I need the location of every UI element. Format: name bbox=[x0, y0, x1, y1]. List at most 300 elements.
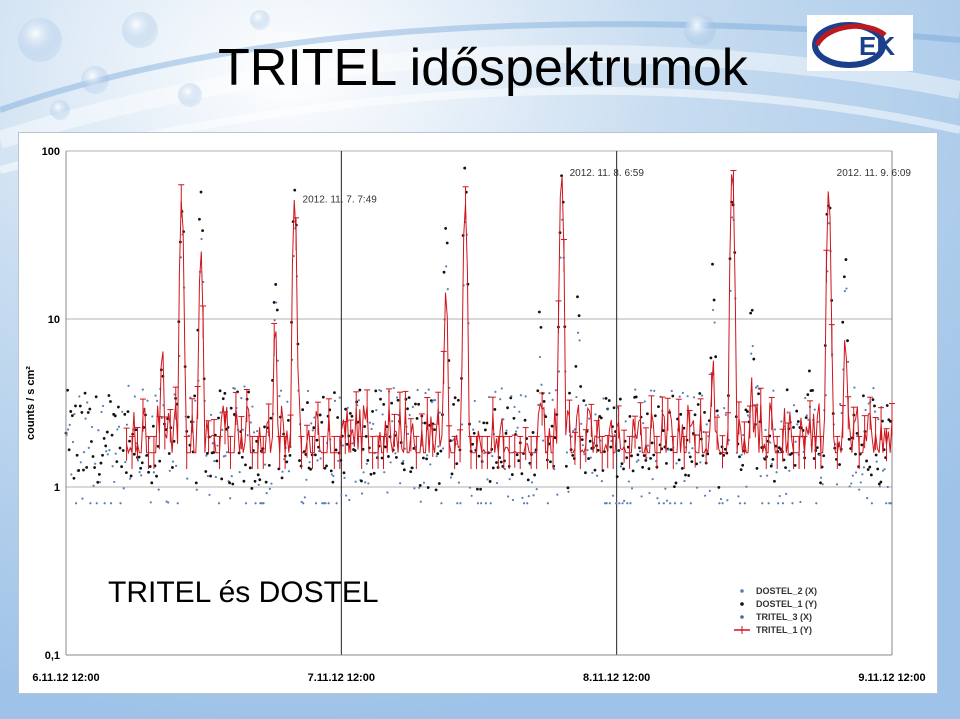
dostel-1-point bbox=[122, 449, 125, 452]
dostel-2-point bbox=[358, 399, 360, 401]
dostel-1-point bbox=[632, 469, 635, 472]
dostel-2-point bbox=[615, 502, 617, 504]
dostel-1-point bbox=[222, 397, 225, 400]
dostel-2-point bbox=[884, 468, 886, 470]
dostel-1-point bbox=[171, 466, 174, 469]
dostel-2-point bbox=[208, 494, 210, 496]
dostel-2-point bbox=[364, 481, 366, 483]
dostel-2-point bbox=[461, 423, 463, 425]
dostel-1-point bbox=[446, 242, 449, 245]
dostel-2-point bbox=[791, 502, 793, 504]
x-tick-label: 6.11.12 12:00 bbox=[32, 672, 100, 684]
dostel-2-point bbox=[531, 481, 533, 483]
dostel-2-point bbox=[102, 405, 104, 407]
dostel-2-point bbox=[94, 463, 96, 465]
dostel-1-point bbox=[195, 481, 198, 484]
dostel-1-point bbox=[322, 396, 325, 399]
dostel-1-point bbox=[868, 466, 871, 469]
dostel-2-point bbox=[567, 491, 569, 493]
dostel-2-point bbox=[512, 499, 514, 501]
dostel-1-point bbox=[492, 467, 495, 470]
dostel-1-point bbox=[457, 399, 460, 402]
dostel-1-point bbox=[816, 446, 819, 449]
dostel-1-point bbox=[66, 389, 69, 392]
dostel-2-point bbox=[552, 399, 554, 401]
dostel-1-point bbox=[198, 218, 201, 221]
dostel-1-point bbox=[738, 455, 741, 458]
dostel-1-point bbox=[373, 472, 376, 475]
dostel-2-point bbox=[335, 502, 337, 504]
dostel-2-point bbox=[396, 396, 398, 398]
dostel-2-point bbox=[274, 319, 276, 321]
dostel-2-point bbox=[486, 478, 488, 480]
dostel-1-point bbox=[538, 311, 541, 314]
dostel-2-point bbox=[75, 502, 77, 504]
dostel-2-point bbox=[845, 287, 847, 289]
dostel-1-point bbox=[130, 475, 133, 478]
dostel-2-point bbox=[113, 481, 115, 483]
dostel-2-point bbox=[720, 498, 722, 500]
dostel-2-point bbox=[572, 430, 574, 432]
dostel-1-point bbox=[363, 425, 366, 428]
dostel-2-point bbox=[216, 445, 218, 447]
dostel-2-point bbox=[768, 502, 770, 504]
dostel-2-point bbox=[513, 406, 515, 408]
dostel-2-point bbox=[579, 339, 581, 341]
dostel-2-point bbox=[264, 464, 266, 466]
dostel-2-point bbox=[150, 501, 152, 503]
dostel-1-point bbox=[876, 468, 879, 471]
dostel-1-point bbox=[865, 460, 868, 463]
dostel-1-point bbox=[841, 321, 844, 324]
dostel-2-point bbox=[548, 392, 550, 394]
dostel-1-point bbox=[684, 474, 687, 477]
dostel-2-point bbox=[683, 480, 685, 482]
dostel-2-point bbox=[194, 400, 196, 402]
dostel-2-point bbox=[795, 441, 797, 443]
dostel-2-point bbox=[679, 396, 681, 398]
dostel-2-point bbox=[491, 455, 493, 457]
dostel-1-point bbox=[401, 462, 404, 465]
dostel-1-point bbox=[127, 410, 130, 413]
dostel-1-point bbox=[119, 447, 122, 450]
dostel-2-point bbox=[858, 489, 860, 491]
dostel-1-point bbox=[268, 464, 271, 467]
x-tick-label: 7.11.12 12:00 bbox=[307, 672, 375, 684]
dostel-1-point bbox=[139, 467, 142, 470]
dostel-2-point bbox=[709, 490, 711, 492]
dostel-2-point bbox=[717, 414, 719, 416]
dostel-2-point bbox=[407, 433, 409, 435]
dostel-2-point bbox=[251, 405, 253, 407]
dostel-1-point bbox=[484, 429, 487, 432]
dostel-2-point bbox=[766, 475, 768, 477]
dostel-1-point bbox=[791, 452, 794, 455]
dostel-1-point bbox=[395, 456, 398, 459]
dostel-1-point bbox=[250, 487, 253, 490]
dostel-2-point bbox=[761, 502, 763, 504]
legend-label: TRITEL_1 (Y) bbox=[756, 625, 813, 635]
legend-label: TRITEL_3 (X) bbox=[756, 612, 813, 622]
dostel-2-point bbox=[704, 495, 706, 497]
dostel-2-point bbox=[73, 413, 75, 415]
dostel-2-point bbox=[78, 395, 80, 397]
dostel-2-point bbox=[756, 385, 758, 387]
dostel-2-point bbox=[478, 421, 480, 423]
dostel-1-point bbox=[867, 468, 870, 471]
dostel-1-point bbox=[574, 365, 577, 368]
dostel-1-point bbox=[219, 389, 222, 392]
dostel-1-point bbox=[258, 478, 261, 481]
dostel-1-point bbox=[648, 467, 651, 470]
dostel-2-point bbox=[488, 396, 490, 398]
dostel-1-point bbox=[84, 392, 87, 395]
dostel-2-point bbox=[871, 502, 873, 504]
dostel-2-point bbox=[639, 450, 641, 452]
dostel-1-point bbox=[505, 432, 508, 435]
dostel-1-point bbox=[670, 448, 673, 451]
dostel-1-point bbox=[617, 449, 620, 452]
dostel-2-point bbox=[502, 418, 504, 420]
dostel-2-point bbox=[609, 502, 611, 504]
dostel-1-point bbox=[336, 416, 339, 419]
dostel-1-point bbox=[646, 412, 649, 415]
dostel-1-point bbox=[80, 411, 83, 414]
dostel-2-point bbox=[243, 385, 245, 387]
dostel-2-point bbox=[807, 419, 809, 421]
dostel-2-point bbox=[518, 411, 520, 413]
dostel-2-point bbox=[275, 301, 277, 303]
dostel-1-point bbox=[605, 397, 608, 400]
dostel-2-point bbox=[332, 475, 334, 477]
dostel-2-point bbox=[620, 465, 622, 467]
company-logo bbox=[807, 15, 913, 71]
dostel-2-point bbox=[739, 502, 741, 504]
dostel-1-point bbox=[811, 389, 814, 392]
legend bbox=[734, 586, 817, 635]
dostel-1-point bbox=[794, 464, 797, 467]
dostel-1-point bbox=[425, 457, 428, 460]
dostel-1-point bbox=[187, 416, 190, 419]
dostel-2-point bbox=[855, 471, 857, 473]
dostel-1-point bbox=[71, 414, 74, 417]
dostel-2-point bbox=[540, 384, 542, 386]
dostel-2-point bbox=[653, 390, 655, 392]
dostel-2-point bbox=[139, 471, 141, 473]
dostel-1-point bbox=[217, 417, 220, 420]
dostel-1-point bbox=[98, 473, 101, 476]
dostel-2-point bbox=[213, 460, 215, 462]
dostel-2-point bbox=[177, 502, 179, 504]
dostel-2-point bbox=[633, 436, 635, 438]
dostel-2-point bbox=[226, 451, 228, 453]
dostel-1-point bbox=[107, 394, 110, 397]
dostel-2-point bbox=[769, 441, 771, 443]
dostel-2-point bbox=[307, 390, 309, 392]
dostel-1-point bbox=[862, 394, 865, 397]
dostel-1-point bbox=[149, 465, 152, 468]
dostel-2-point bbox=[369, 422, 371, 424]
peak-annotation: 2012. 11. 7. 7:49 bbox=[302, 194, 377, 206]
dostel-2-point bbox=[442, 447, 444, 449]
dostel-1-point bbox=[602, 469, 605, 472]
dostel-2-point bbox=[151, 415, 153, 417]
dostel-2-point bbox=[83, 451, 85, 453]
y-axis-label: counts / s cm² bbox=[25, 366, 37, 440]
x-tick-label: 8.11.12 12:00 bbox=[583, 672, 651, 684]
dostel-1-point bbox=[886, 404, 889, 407]
dostel-1-point bbox=[333, 391, 336, 394]
dostel-2-point bbox=[822, 483, 824, 485]
dostel-2-point bbox=[361, 492, 363, 494]
dostel-1-point bbox=[717, 486, 720, 489]
dostel-2-point bbox=[85, 418, 87, 420]
dostel-1-point bbox=[244, 463, 247, 466]
dostel-1-point bbox=[68, 448, 71, 451]
dostel-1-point bbox=[486, 422, 489, 425]
dostel-1-point bbox=[125, 471, 128, 474]
dostel-1-point bbox=[576, 295, 579, 298]
dostel-1-point bbox=[819, 481, 822, 484]
dostel-2-point bbox=[623, 500, 625, 502]
dostel-2-point bbox=[97, 429, 99, 431]
dostel-2-point bbox=[366, 463, 368, 465]
dostel-2-point bbox=[324, 502, 326, 504]
dostel-1-point bbox=[276, 309, 279, 312]
dostel-2-point bbox=[815, 502, 817, 504]
dostel-2-point bbox=[731, 216, 733, 218]
dostel-2-point bbox=[212, 442, 214, 444]
dostel-2-point bbox=[517, 427, 519, 429]
legend-symbol bbox=[740, 602, 744, 606]
dostel-2-point bbox=[308, 461, 310, 463]
dostel-2-point bbox=[207, 475, 209, 477]
dostel-2-point bbox=[667, 449, 669, 451]
dostel-1-point bbox=[374, 390, 377, 393]
dostel-2-point bbox=[229, 497, 231, 499]
dostel-1-point bbox=[354, 449, 357, 452]
dostel-1-point bbox=[613, 406, 616, 409]
dostel-1-point bbox=[543, 400, 546, 403]
dostel-2-point bbox=[342, 444, 344, 446]
dostel-2-point bbox=[691, 447, 693, 449]
dostel-2-point bbox=[239, 471, 241, 473]
dostel-1-point bbox=[652, 454, 655, 457]
dostel-2-point bbox=[437, 445, 439, 447]
dostel-1-point bbox=[257, 473, 260, 476]
dostel-2-point bbox=[256, 430, 258, 432]
dostel-2-point bbox=[852, 475, 854, 477]
dostel-2-point bbox=[779, 495, 781, 497]
dostel-2-point bbox=[501, 387, 503, 389]
dostel-2-point bbox=[288, 470, 290, 472]
dostel-1-point bbox=[594, 469, 597, 472]
dostel-2-point bbox=[310, 422, 312, 424]
dostel-1-point bbox=[806, 393, 809, 396]
dostel-2-point bbox=[750, 353, 752, 355]
dostel-1-point bbox=[106, 431, 109, 434]
dostel-2-point bbox=[119, 502, 121, 504]
dostel-2-point bbox=[701, 394, 703, 396]
dostel-2-point bbox=[874, 410, 876, 412]
dostel-2-point bbox=[413, 487, 415, 489]
dostel-1-point bbox=[706, 452, 709, 455]
dostel-2-point bbox=[718, 502, 720, 504]
dostel-2-point bbox=[218, 502, 220, 504]
dostel-1-point bbox=[584, 471, 587, 474]
tritel-series bbox=[124, 171, 895, 469]
dostel-2-point bbox=[675, 462, 677, 464]
dostel-1-point bbox=[263, 426, 266, 429]
dostel-1-point bbox=[665, 462, 668, 465]
dostel-1-point bbox=[500, 461, 503, 464]
dostel-1-point bbox=[325, 465, 328, 468]
dostel-1-point bbox=[231, 483, 234, 486]
dostel-1-point bbox=[808, 370, 811, 373]
dostel-2-point bbox=[849, 485, 851, 487]
dostel-2-point bbox=[380, 390, 382, 392]
y-tick-label: 10 bbox=[47, 314, 60, 326]
dostel-1-point bbox=[141, 461, 144, 464]
dostel-1-point bbox=[438, 482, 441, 485]
dostel-1-point bbox=[249, 466, 252, 469]
dostel-2-point bbox=[253, 431, 255, 433]
dostel-1-point bbox=[274, 283, 277, 286]
dostel-2-point bbox=[890, 502, 892, 504]
dostel-2-point bbox=[450, 476, 452, 478]
dostel-1-point bbox=[387, 455, 390, 458]
dostel-1-point bbox=[200, 191, 203, 194]
dostel-1-point bbox=[77, 469, 80, 472]
dostel-1-point bbox=[360, 480, 363, 483]
dostel-1-point bbox=[390, 402, 393, 405]
dostel-1-point bbox=[443, 271, 446, 274]
dostel-2-point bbox=[172, 461, 174, 463]
overlay-caption: TRITEL és DOSTEL bbox=[108, 576, 379, 609]
dostel-1-point bbox=[424, 422, 427, 425]
dostel-2-point bbox=[167, 501, 169, 503]
dostel-1-point bbox=[643, 454, 646, 457]
dostel-2-point bbox=[447, 288, 449, 290]
dostel-2-point bbox=[393, 387, 395, 389]
dostel-1-point bbox=[155, 475, 158, 478]
dostel-2-point bbox=[674, 502, 676, 504]
dostel-1-point bbox=[482, 421, 485, 424]
dostel-2-point bbox=[345, 494, 347, 496]
dostel-2-point bbox=[196, 489, 198, 491]
dostel-1-point bbox=[452, 403, 455, 406]
dostel-1-point bbox=[752, 358, 755, 361]
dostel-2-point bbox=[879, 485, 881, 487]
dostel-2-point bbox=[509, 478, 511, 480]
dostel-2-point bbox=[536, 488, 538, 490]
dostel-2-point bbox=[337, 460, 339, 462]
dostel-2-point bbox=[383, 471, 385, 473]
dostel-2-point bbox=[706, 423, 708, 425]
dostel-1-point bbox=[228, 481, 231, 484]
dostel-2-point bbox=[424, 392, 426, 394]
dostel-1-point bbox=[88, 408, 91, 411]
dostel-2-point bbox=[539, 356, 541, 358]
dostel-1-point bbox=[351, 415, 354, 418]
dostel-2-point bbox=[399, 482, 401, 484]
dostel-points bbox=[65, 167, 892, 505]
dostel-1-point bbox=[711, 263, 714, 266]
dostel-1-point bbox=[120, 465, 123, 468]
dostel-2-point bbox=[92, 485, 94, 487]
dostel-2-point bbox=[402, 460, 404, 462]
dostel-2-point bbox=[215, 476, 217, 478]
dostel-2-point bbox=[836, 483, 838, 485]
dostel-1-point bbox=[649, 457, 652, 460]
dostel-1-point bbox=[797, 420, 800, 423]
dostel-2-point bbox=[477, 502, 479, 504]
dostel-1-point bbox=[96, 481, 99, 484]
dostel-1-point bbox=[671, 395, 674, 398]
dostel-2-point bbox=[532, 494, 534, 496]
dostel-2-point bbox=[853, 386, 855, 388]
dostel-2-point bbox=[445, 265, 447, 267]
dostel-2-point bbox=[245, 502, 247, 504]
y-tick-label: 100 bbox=[41, 146, 60, 158]
dostel-2-point bbox=[521, 497, 523, 499]
dostel-1-point bbox=[417, 403, 420, 406]
dostel-1-point bbox=[689, 456, 692, 459]
dostel-2-point bbox=[602, 397, 604, 399]
dostel-2-point bbox=[714, 321, 716, 323]
dostel-2-point bbox=[785, 493, 787, 495]
dostel-1-point bbox=[73, 477, 76, 480]
dostel-1-point bbox=[147, 471, 150, 474]
dostel-1-point bbox=[133, 453, 136, 456]
dostel-1-point bbox=[843, 275, 846, 278]
dostel-2-point bbox=[850, 482, 852, 484]
dostel-1-point bbox=[330, 469, 333, 472]
dostel-2-point bbox=[680, 502, 682, 504]
dostel-1-point bbox=[371, 410, 374, 413]
dostel-1-point bbox=[471, 443, 474, 446]
dostel-1-point bbox=[370, 473, 373, 476]
dostel-1-point bbox=[444, 227, 447, 230]
dostel-2-point bbox=[682, 392, 684, 394]
dostel-1-point bbox=[168, 452, 171, 455]
dostel-1-point bbox=[716, 409, 719, 412]
dostel-1-point bbox=[397, 399, 400, 402]
dostel-2-point bbox=[67, 428, 69, 430]
dostel-1-point bbox=[784, 466, 787, 469]
dostel-2-point bbox=[799, 501, 801, 503]
dostel-1-point bbox=[513, 417, 516, 420]
dostel-2-point bbox=[367, 482, 369, 484]
dostel-2-point bbox=[362, 471, 364, 473]
dostel-2-point bbox=[582, 444, 584, 446]
dostel-2-point bbox=[642, 422, 644, 424]
dostel-2-point bbox=[726, 499, 728, 501]
dostel-1-point bbox=[273, 301, 276, 304]
dostel-1-point bbox=[95, 395, 98, 398]
dostel-1-point bbox=[582, 399, 585, 402]
dostel-1-point bbox=[79, 405, 82, 408]
dostel-2-point bbox=[793, 404, 795, 406]
dostel-1-point bbox=[419, 484, 422, 487]
dostel-2-point bbox=[456, 502, 458, 504]
dostel-1-point bbox=[306, 401, 309, 404]
dostel-1-point bbox=[694, 413, 697, 416]
dostel-1-point bbox=[860, 443, 863, 446]
dostel-2-point bbox=[596, 475, 598, 477]
dostel-1-point bbox=[90, 440, 93, 443]
dostel-2-point bbox=[156, 400, 158, 402]
